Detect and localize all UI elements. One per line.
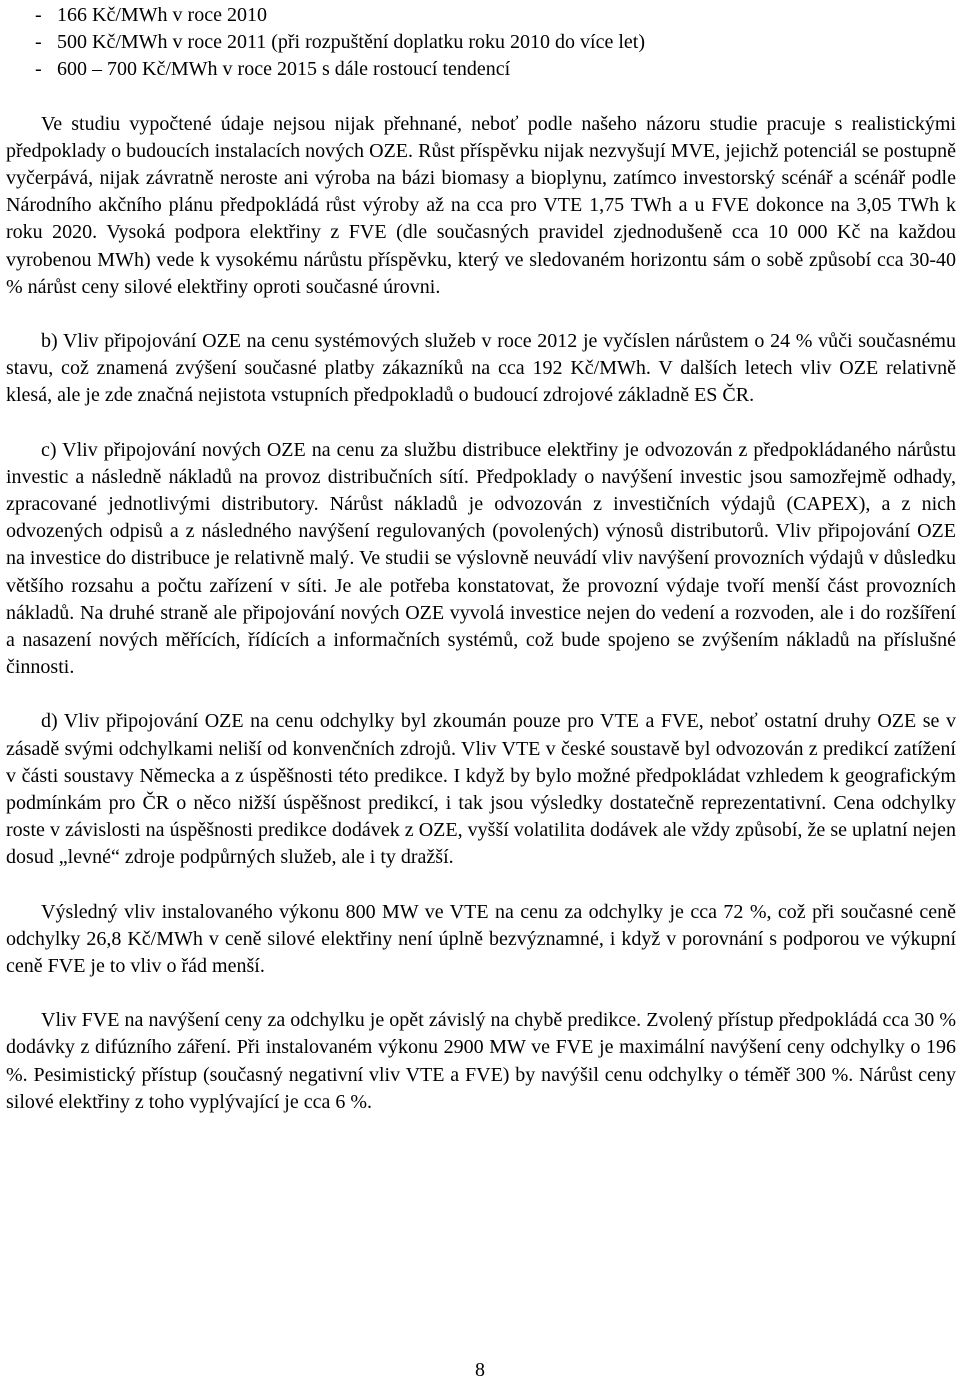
bullet-dash: - (35, 58, 42, 81)
paragraph-study-assessment: Ve studiu vypočtené údaje nejsou nijak přehnané, neboť podle našeho názoru studie pracuje s realistickými předpoklady o budoucích instalacích nových OZE. Růst příspěvku nijak nezvyšují MVE, jejichž potenciál se postupně vyčerpává, nijak závratně neroste ani výroba na bázi biomasy a bioplynu, zatímco investorský scénář a scénář podle Národního akčního plánu předpokládá růst výroby až na cca pro VTE 1,75 TWh a u FVE dokonce na 3,05 TWh k roku 2020. Vysoká podpora elektřiny z FVE (dle současných pravidel zjednodušeně cca 10 000 Kč na každou vyrobenou MWh) vede k vysokému nárůstu příspěvku, který ve sledovaném horizontu sám o sobě způsobí cca 30-40 % nárůst ceny silové elektřiny oproti současné úrovni. (6, 112, 956, 298)
bullet-text: 166 Kč/MWh v roce 2010 (57, 4, 267, 26)
paragraph-system-services: b) Vliv připojování OZE na cenu systémových služeb v roce 2012 je vyčíslen nárůstem o 24 % vůči současnému stavu, což znamená zvýšení současné platby zákazníků na cca 192 Kč/MWh. V dalších letech vliv OZE relativně klesá, ale je zde značná nejistota vstupních předpokladů o budoucí zdrojové základně ES ČR. (6, 329, 956, 407)
paragraph-solar-impact: Vliv FVE na navýšení ceny za odchylku je opět závislý na chybě predikce. Zvolený přístup předpokládá cca 30 % dodávky z difúzního záření. Při instalovaném výkonu 2900 MW ve FVE je maximální navýšení ceny odchylky o 196 %. Pesimistický přístup (současný negativní vliv VTE a FVE) by navýšil cenu odchylky o téměř 300 %. Nárůst ceny silové elektřiny z toho vyplývající je cca 6 %. (6, 1009, 956, 1113)
paragraph-wind-impact: Výsledný vliv instalovaného výkonu 800 MW ve VTE na cenu za odchylky je cca 72 %, což při současné ceně odchylky 26,8 Kč/MWh v ceně silové elektřiny není úplně bezvýznamné, i když v porovnání s podporou ve výkupní ceně FVE je to vliv o řád menší. (6, 900, 956, 978)
page-content (6, 2, 956, 1116)
bullet-item (6, 29, 956, 56)
bullet-item (6, 2, 956, 29)
bullet-text: 500 Kč/MWh v roce 2011 (při rozpuštění doplatku roku 2010 do více let) (57, 31, 646, 54)
page-number: 8 (475, 1359, 485, 1381)
bullet-list (6, 2, 956, 84)
paragraph-distribution: c) Vliv připojování nových OZE na cenu za službu distribuce elektřiny je odvozován z předpokládaného nárůstu investic a následně nákladů na provoz distribučních sítí. Předpoklady o navýšení investic jsou samozřejmě odhady, zpracované jednotlivými distributory. Nárůst nákladů je odvozován z investičních výdajů (CAPEX), a z nich odvozených odpisů a z následného navýšení regulovaných (povolených) výnosů distributorů. Vliv připojování OZE na investice do distribuce je relativně malý. Ve studii se výslovně neuvádí vliv navýšení provozních výdajů v důsledku většího rozsahu a počtu zařízení v síti. Je ale potřeba konstatovat, že provozní výdaje tvoří menší část provozních nákladů. Na druhé straně ale připojování nových OZE vyvolá investice nejen do vedení a rozvoden, ale i do rozšíření a nasazení nových měřících, řídících a informačních systémů, což bude spojeno se zvýšením nákladů na příslušné činnosti. (6, 438, 956, 679)
bullet-dash: - (35, 31, 42, 54)
bullet-text: 600 – 700 Kč/MWh v roce 2015 s dále rostoucí tendencí (57, 58, 511, 81)
bullet-dash: - (35, 4, 42, 26)
bullet-item (6, 56, 956, 83)
paragraph-deviation: d) Vliv připojování OZE na cenu odchylky byl zkoumán pouze pro VTE a FVE, neboť ostatní druhy OZE se v zásadě svými odchylkami neliší od konvenčních zdrojů. Vliv VTE v české soustavě byl odvozován z predikcí zatížení v části soustavy Německa a z úspěšnosti této predikce. I když by bylo možné předpokládat vzhledem k geografickým podmínkám pro ČR o něco nižší úspěšnost predikcí, i tak jsou výsledky dostatečně reprezentativní. Cena odchylky roste v závislosti na úspěšnosti predikce dodávek z OZE, vyšší volatilita dodávek ale vždy způsobí, že se uplatní nejen dosud „levné“ zdroje podpůrných služeb, ale i ty dražší. (6, 710, 956, 869)
